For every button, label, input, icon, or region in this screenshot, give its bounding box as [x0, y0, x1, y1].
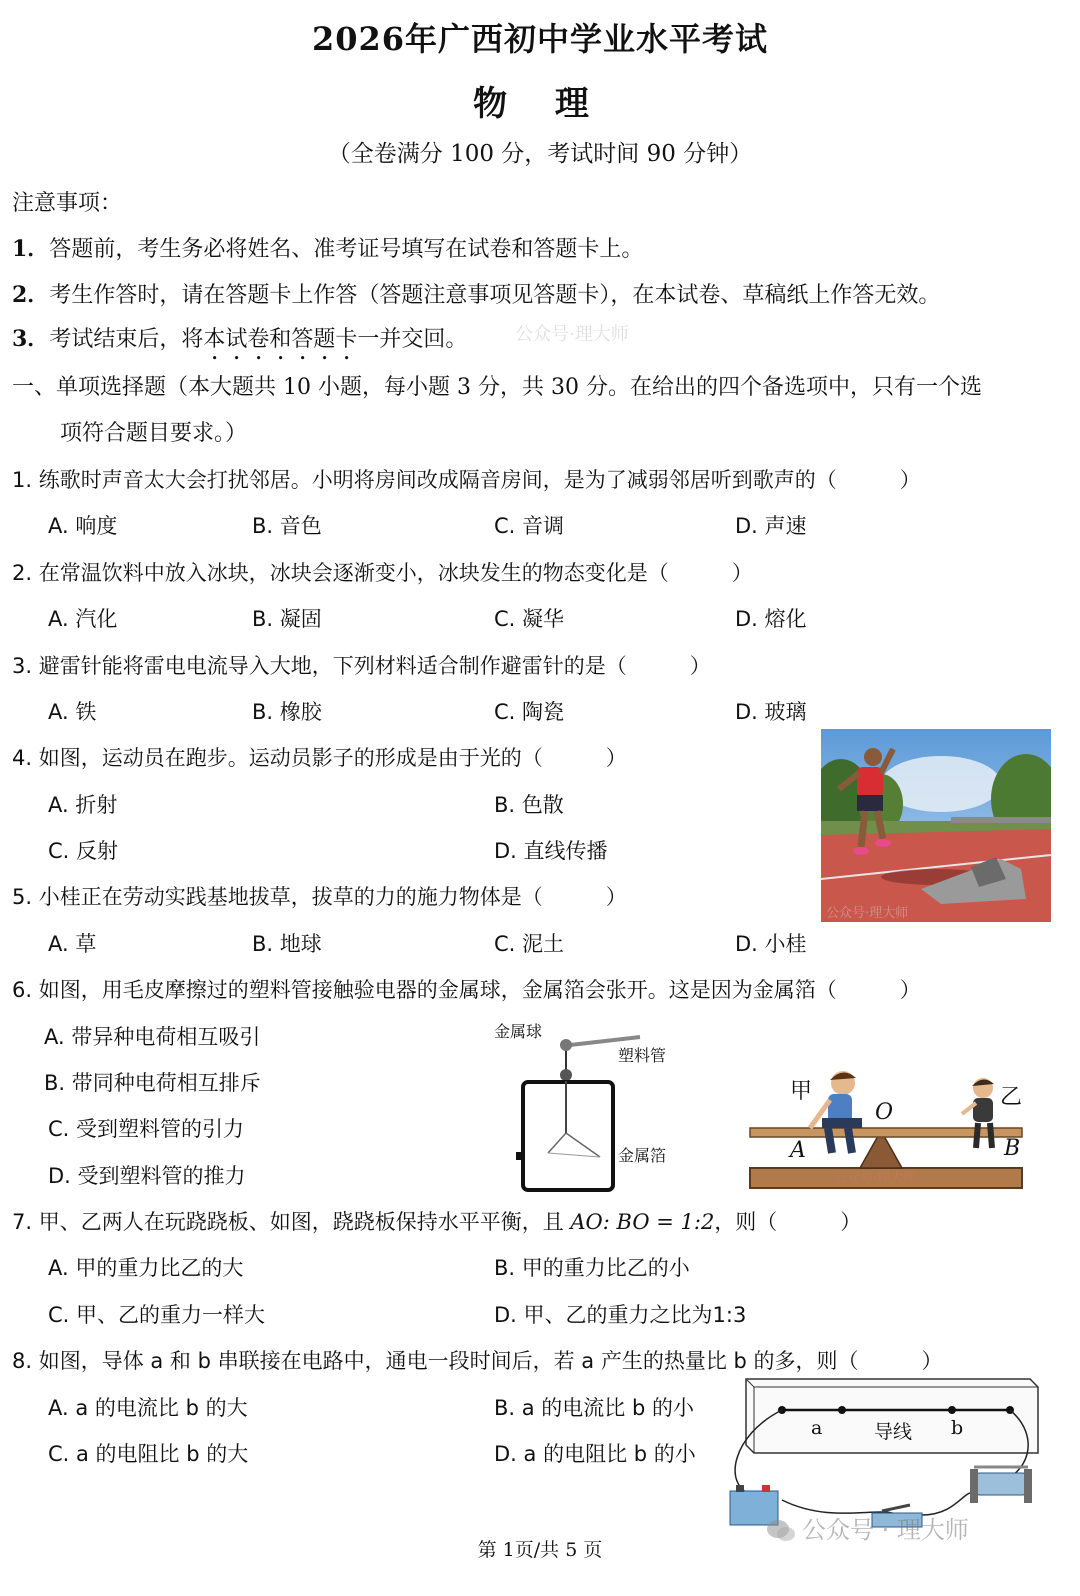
label-b: B — [1004, 1136, 1021, 1161]
question-8-stem: 8. 如图，导体 a 和 b 串联接在电路中，通电一段时间后，若 a 产生的热量比 b 的多，则（ ） — [12, 1349, 943, 1373]
question-4-stem: 4. 如图，运动员在跑步。运动员影子的形成是由于光的（ ） — [12, 746, 627, 770]
label-yi: 乙 — [1000, 1085, 1023, 1110]
note-text: 一并交回。 — [357, 327, 468, 352]
note-text: 考试结束后，将 — [49, 327, 204, 352]
question-3-option-c: C. 陶瓷 — [494, 700, 565, 724]
question-1-option-b: B. 音色 — [252, 514, 322, 538]
question-7-option-b: B. 甲的重力比乙的小 — [494, 1256, 690, 1280]
note-text: 答题前，考生务必将姓名、准考证号填写在试卷和答题卡上。 — [49, 237, 644, 262]
question-5-option-b: B. 地球 — [252, 932, 322, 956]
figure-watermark: 公众号·理大师 — [834, 1171, 917, 1186]
electroscope-figure — [480, 1015, 700, 1200]
question-5-option-c: C. 泥土 — [494, 932, 565, 956]
question-2-option-a: A. 汽化 — [48, 607, 118, 631]
label-plastic-tube: 塑料管 — [618, 1046, 667, 1065]
question-2-stem: 2. 在常温饮料中放入冰块，冰块会逐渐变小，冰块发生的物态变化是（ ） — [12, 561, 753, 585]
section-heading-cont: 项符合题目要求。） — [60, 421, 248, 446]
label-a: A — [790, 1138, 806, 1163]
watermark: 公众号·理大师 — [515, 324, 629, 345]
label-conductor-a: a — [811, 1417, 823, 1439]
label-o: O — [875, 1100, 894, 1125]
runner-photo — [821, 729, 1051, 922]
question-2-option-c: C. 凝华 — [494, 607, 565, 631]
note-number: 2． — [12, 282, 50, 308]
question-4-option-d: D. 直线传播 — [494, 839, 608, 863]
question-6-option-b: B. 带同种电荷相互排斥 — [44, 1071, 261, 1095]
note-item-2 — [12, 278, 940, 309]
photo-watermark: 公众号·理大师 — [826, 906, 909, 921]
question-7-option-a: A. 甲的重力比乙的大 — [48, 1256, 244, 1280]
section-heading: 一、单项选择题（本大题共 10 小题，每小题 3 分，共 30 分。在给出的四个备选项中，只有一个选 — [12, 375, 982, 400]
question-6-option-a: A. 带异种电荷相互吸引 — [44, 1025, 261, 1049]
stem-text: 7. 甲、乙两人在玩跷跷板、如图，跷跷板保持水平平衡，且 — [12, 1210, 571, 1234]
question-2-option-b: B. 凝固 — [252, 607, 322, 631]
question-6-option-c: C. 受到塑料管的引力 — [48, 1117, 245, 1141]
question-6-option-d: D. 受到塑料管的推力 — [48, 1164, 246, 1188]
subject-title: 物 理 — [473, 84, 607, 124]
exam-subtitle: （全卷满分 100 分，考试时间 90 分钟） — [327, 141, 753, 167]
question-5-option-d: D. 小桂 — [735, 932, 807, 956]
question-3-option-b: B. 橡胶 — [252, 700, 322, 724]
question-8-option-b: B. a 的电流比 b 的小 — [494, 1396, 694, 1420]
question-1-option-a: A. 响度 — [48, 514, 118, 538]
note-item-3 — [12, 322, 467, 365]
exam-title: 2026年广西初中学业水平考试 — [311, 20, 769, 58]
question-4-option-c: C. 反射 — [48, 839, 119, 863]
question-4-option-a: A. 折射 — [48, 793, 118, 817]
question-3-stem: 3. 避雷针能将雷电电流导入大地，下列材料适合制作避雷针的是（ ） — [12, 654, 711, 678]
question-1-option-c: C. 音调 — [494, 514, 565, 538]
question-8-option-c: C. a 的电阻比 b 的大 — [48, 1442, 249, 1466]
note-number: 1． — [12, 236, 50, 262]
label-conductor-b: b — [951, 1417, 964, 1439]
stem-ratio: AO: BO = 1:2 — [570, 1210, 715, 1234]
question-1-option-d: D. 声速 — [735, 514, 807, 538]
question-3-option-d: D. 玻璃 — [735, 700, 807, 724]
question-3-option-a: A. 铁 — [48, 700, 97, 724]
note-item-1 — [12, 232, 643, 263]
question-8-option-d: D. a 的电阻比 b 的小 — [494, 1442, 696, 1466]
label-metal-foil: 金属箔 — [618, 1146, 667, 1165]
question-6-stem: 6. 如图，用毛皮摩擦过的塑料管接触验电器的金属球，金属箔会张开。这是因为金属箔（ ） — [12, 978, 921, 1002]
question-2-option-d: D. 熔化 — [735, 607, 807, 631]
label-wire: 导线 — [874, 1421, 913, 1443]
note-text: 考生作答时，请在答题卡上作答（答题注意事项见答题卡），在本试卷、草稿纸上作答无效。 — [49, 283, 941, 308]
notes-heading: 注意事项： — [12, 191, 123, 216]
label-metal-ball: 金属球 — [494, 1022, 543, 1041]
seesaw-figure — [748, 1068, 1028, 1193]
question-5-option-a: A. 草 — [48, 932, 97, 956]
question-7-option-c: C. 甲、乙的重力一样大 — [48, 1303, 266, 1327]
note-emphasis-text: 本试卷和答题卡 — [203, 327, 358, 352]
stem-text: ，则（ ） — [714, 1210, 862, 1234]
question-4-option-b: B. 色散 — [494, 793, 564, 817]
page-number: 第 1页/共 5 页 — [477, 1539, 603, 1561]
question-7-option-d: D. 甲、乙的重力之比为1:3 — [494, 1303, 747, 1327]
question-8-option-a: A. a 的电流比 b 的大 — [48, 1396, 248, 1420]
label-jia: 甲 — [790, 1079, 813, 1104]
note-number: 3． — [12, 326, 50, 352]
watermark-text: 公众号 · 理大师 — [802, 1516, 969, 1544]
question-1-stem: 1. 练歌时声音太大会打扰邻居。小明将房间改成隔音房间，是为了减弱邻居听到歌声的（ ） — [12, 468, 921, 492]
question-5-stem: 5. 小桂正在劳动实践基地拔草，拔草的力的施力物体是（ ） — [12, 885, 627, 909]
question-7-stem — [12, 1206, 861, 1236]
